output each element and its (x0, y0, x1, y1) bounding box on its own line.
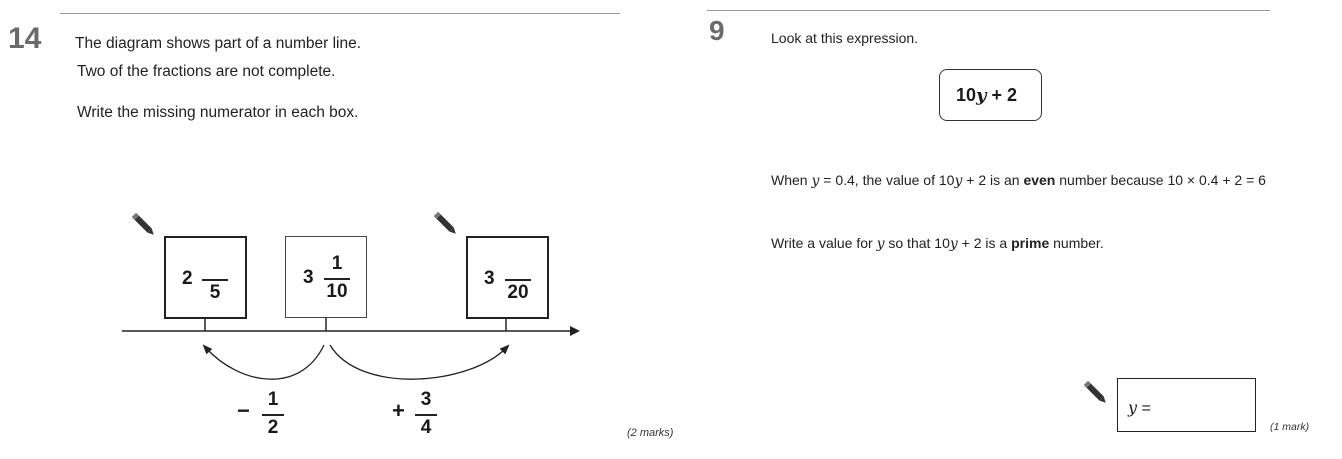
instruction-text: Write a value for y so that 10y + 2 is a prime number. (771, 235, 1104, 252)
intro-text: Look at this expression. (771, 30, 919, 46)
right-page (687, 0, 1342, 459)
pencil-icon (1083, 379, 1113, 409)
curve-arrow-left (206, 345, 324, 379)
question-number: 14 (8, 22, 42, 55)
step-sign-plus: + (392, 398, 405, 423)
answer-box-2[interactable] (466, 236, 549, 319)
question-line-1: The diagram shows part of a number line. (75, 35, 362, 52)
fraction-numerator: 1 (331, 253, 343, 274)
fraction-denominator: 20 (507, 282, 529, 303)
mixed-number-whole: 3 (303, 267, 314, 288)
step-numerator: 3 (420, 389, 432, 410)
fraction-bar (505, 279, 531, 281)
step-numerator: 1 (267, 389, 279, 410)
answer-label: y = (1128, 398, 1151, 417)
answer-box[interactable] (1117, 378, 1256, 432)
step-denominator: 2 (267, 417, 279, 438)
marks-label: (1 mark) (1270, 421, 1310, 433)
fraction-bar (262, 414, 284, 416)
fraction-denominator: 10 (326, 281, 348, 302)
curve-arrow-right (330, 345, 506, 379)
pencil-icon (132, 213, 156, 237)
top-rule (707, 10, 1270, 11)
mixed-number-whole: 3 (484, 268, 495, 289)
marks-label: (2 marks) (627, 427, 674, 439)
question-line-2: Two of the fractions are not complete. (77, 63, 336, 80)
step-sign-minus: − (237, 398, 250, 423)
mixed-number-whole: 2 (182, 268, 193, 289)
fraction-denominator: 5 (209, 282, 221, 303)
question-line-3: Write the missing numerator in each box. (77, 104, 359, 121)
fraction-bar (202, 279, 228, 281)
question-number: 9 (709, 15, 725, 46)
fraction-bar (415, 414, 437, 416)
given-fraction-box (285, 236, 367, 318)
answer-box-1[interactable] (164, 236, 247, 319)
number-line-arrow (570, 326, 580, 336)
statement-text: When y = 0.4, the value of 10y + 2 is an even number because 10 × 0.4 + 2 = 6 (771, 172, 1266, 189)
step-denominator: 4 (420, 417, 432, 438)
fraction-bar (324, 278, 350, 280)
pencil-icon (434, 212, 458, 236)
expression: 10y + 2 (956, 85, 1018, 106)
